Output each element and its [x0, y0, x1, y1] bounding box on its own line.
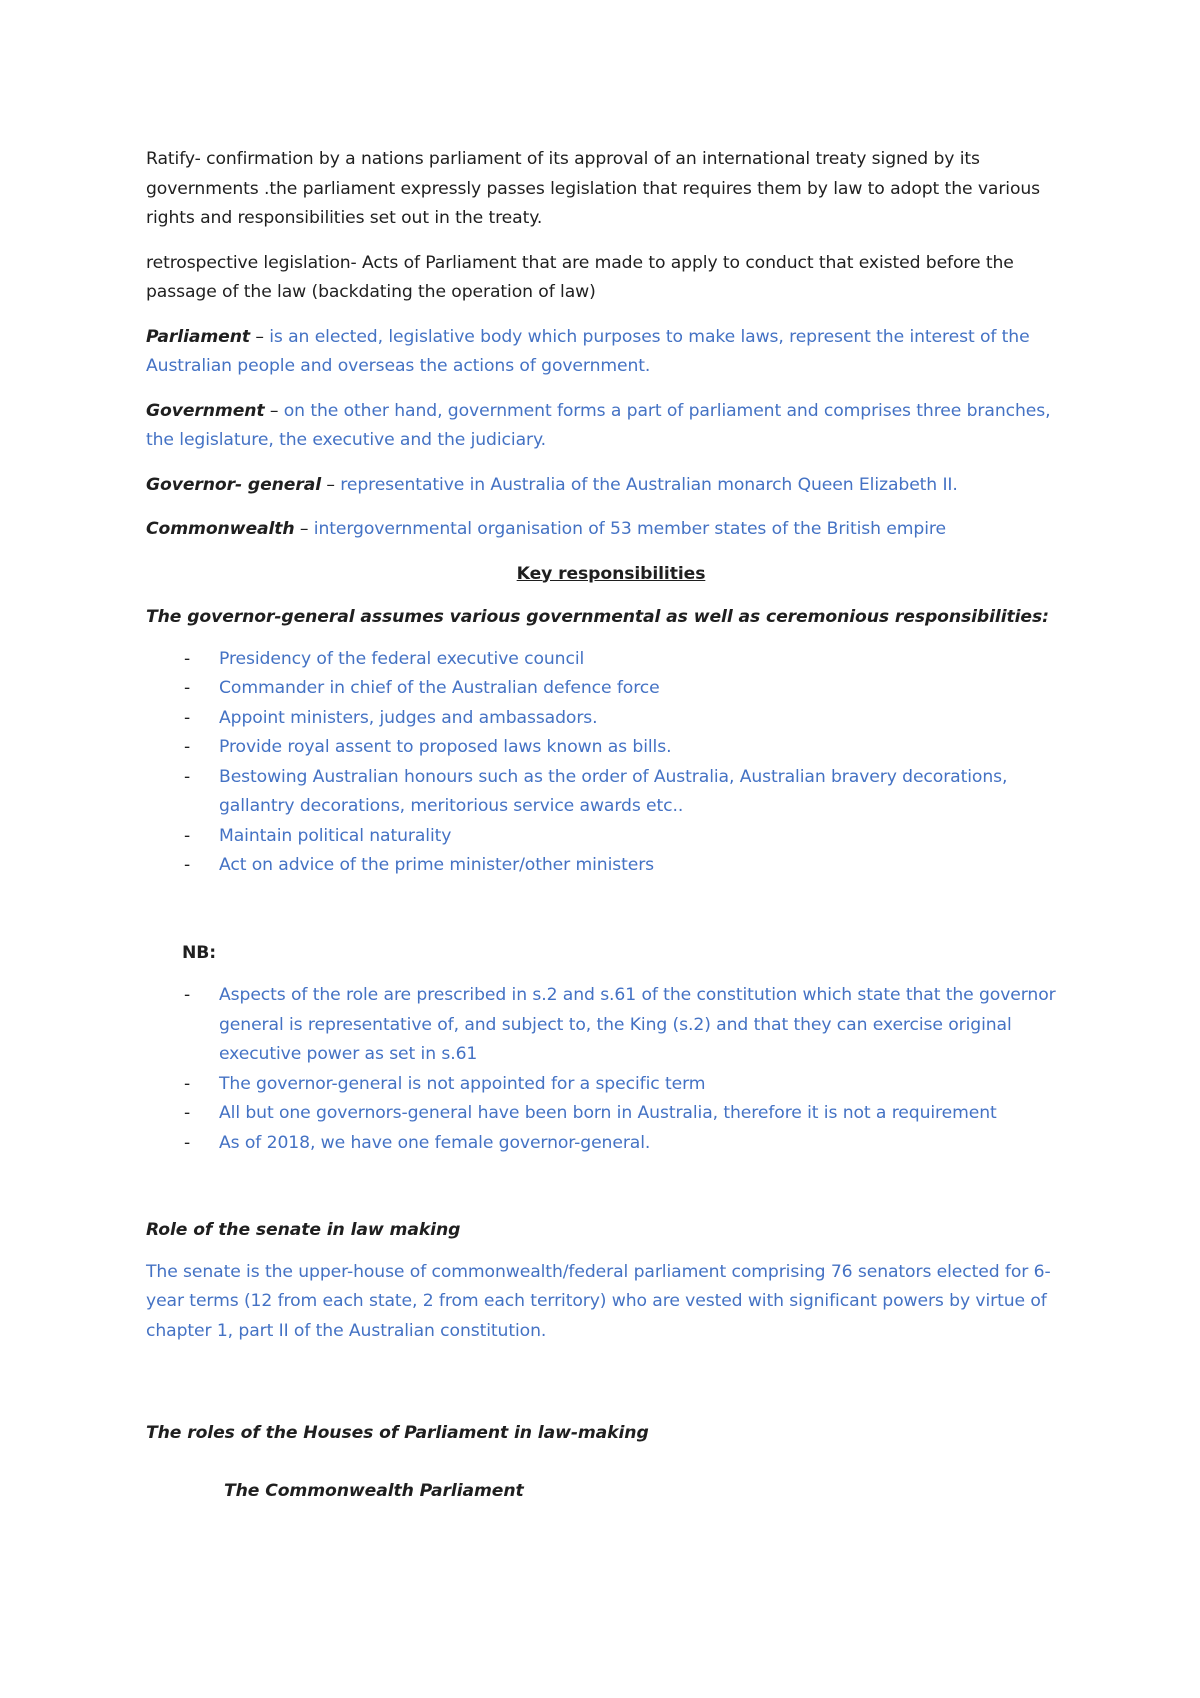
list-item-text: As of 2018, we have one female governor-general.	[219, 1132, 651, 1153]
definition-parliament	[146, 323, 1076, 382]
definition-retrospective-legislation	[146, 249, 1076, 308]
houses-subheading: The Commonwealth Parliament	[224, 1480, 524, 1501]
list-item	[146, 851, 1076, 881]
definition-text: Ratify- confirmation by a nations parliament of its approval of an international treaty signed by its governments .the parliament expressly passes legislation that requires them by law to adopt the various rights and responsibilities set out in the treaty.	[146, 149, 1041, 228]
list-item-text: All but one governors-general have been born in Australia, therefore it is not a requirement	[219, 1103, 997, 1123]
list-item-text: Aspects of the role are prescribed in s.2 and s.61 of the constitution which state that the governor general is representative of, and subject to, the King (s.2) and that they can exercise original executive power as set in s.61	[219, 985, 1056, 1064]
definition-term: Governor- general	[146, 474, 322, 495]
list-item	[146, 674, 1076, 704]
list-item-text: Presidency of the federal executive council	[219, 648, 585, 669]
list-item-text: Act on advice of the prime minister/other ministers	[219, 855, 655, 875]
definition-government	[146, 397, 1076, 456]
list-item	[146, 763, 1076, 822]
list-item	[146, 822, 1076, 852]
list-item	[146, 704, 1076, 734]
dash-bullet: -	[184, 1103, 191, 1123]
dash-bullet: -	[184, 737, 191, 757]
nb-label: NB:	[182, 942, 217, 963]
senate-heading: Role of the senate in law making	[146, 1220, 461, 1240]
document-content	[146, 145, 1076, 1521]
list-item	[146, 1099, 1076, 1129]
list-item	[146, 733, 1076, 763]
spacer	[146, 881, 1076, 939]
list-item-text: Bestowing Australian honours such as the order of Australia, Australian bravery decorations, gallantry decorations, meritorious service awards etc..	[219, 766, 1008, 816]
list-item-text: The governor-general is not appointed for a specific term	[219, 1073, 706, 1094]
senate-text: The senate is the upper-house of commonwealth/federal parliament comprising 76 senators elected for 6-year terms (12 from each state, 2 from each territory) who are vested with significant powers by virtue of chapter 1, part II of the Australian constitution.	[146, 1261, 1051, 1341]
list-item-text: Provide royal assent to proposed laws known as bills.	[219, 737, 672, 757]
list-item-text: Maintain political naturality	[219, 825, 452, 846]
definition-text: intergovernmental organisation of 53 member states of the British empire	[313, 519, 946, 539]
definition-ratify	[146, 145, 1076, 234]
definition-separator: –	[294, 519, 314, 539]
dash-bullet: -	[184, 766, 191, 787]
definition-separator: –	[264, 400, 284, 421]
dash-bullet: -	[184, 825, 191, 846]
definition-text: retrospective legislation- Acts of Parliament that are made to apply to conduct that existed before the passage of the law (backdating the operation of law)	[146, 252, 1014, 302]
definition-term: Commonwealth	[146, 519, 295, 539]
dash-bullet: -	[184, 1132, 191, 1153]
dash-bullet: -	[184, 985, 191, 1005]
definition-separator: –	[249, 326, 270, 347]
dash-bullet: -	[184, 678, 191, 698]
definition-term: Parliament	[146, 326, 250, 347]
definition-governor-general	[146, 471, 1076, 501]
responsibilities-list	[146, 645, 1076, 881]
dash-bullet: -	[184, 707, 191, 728]
key-responsibilities-title: Key responsibilities	[516, 563, 706, 584]
list-item-text: Commander in chief of the Australian defence force	[219, 678, 660, 698]
list-item-text: Appoint ministers, judges and ambassadors.	[219, 707, 598, 728]
definition-separator: –	[321, 474, 341, 495]
list-item	[146, 1129, 1076, 1159]
dash-bullet: -	[184, 1073, 191, 1094]
spacer	[146, 1158, 1076, 1216]
list-item	[146, 645, 1076, 675]
nb-list	[146, 981, 1076, 1158]
definition-commonwealth	[146, 515, 1076, 545]
definition-text: on the other hand, government forms a part of parliament and comprises three branches, the legislature, the executive and the judiciary.	[146, 400, 1051, 450]
definition-term: Government	[146, 400, 265, 421]
definition-text: is an elected, legislative body which purposes to make laws, represent the interest of the Australian people and overseas the actions of government.	[146, 326, 1030, 376]
list-item	[146, 1070, 1076, 1100]
houses-heading: The roles of the Houses of Parliament in law-making	[146, 1423, 649, 1443]
dash-bullet: -	[184, 648, 191, 669]
dash-bullet: -	[184, 855, 191, 875]
spacer	[146, 1361, 1076, 1419]
definition-text: representative in Australia of the Australian monarch Queen Elizabeth II.	[340, 474, 958, 495]
list-item	[146, 981, 1076, 1070]
key-responsibilities-intro: The governor-general assumes various governmental as well as ceremonious responsibilities:	[146, 607, 1049, 627]
